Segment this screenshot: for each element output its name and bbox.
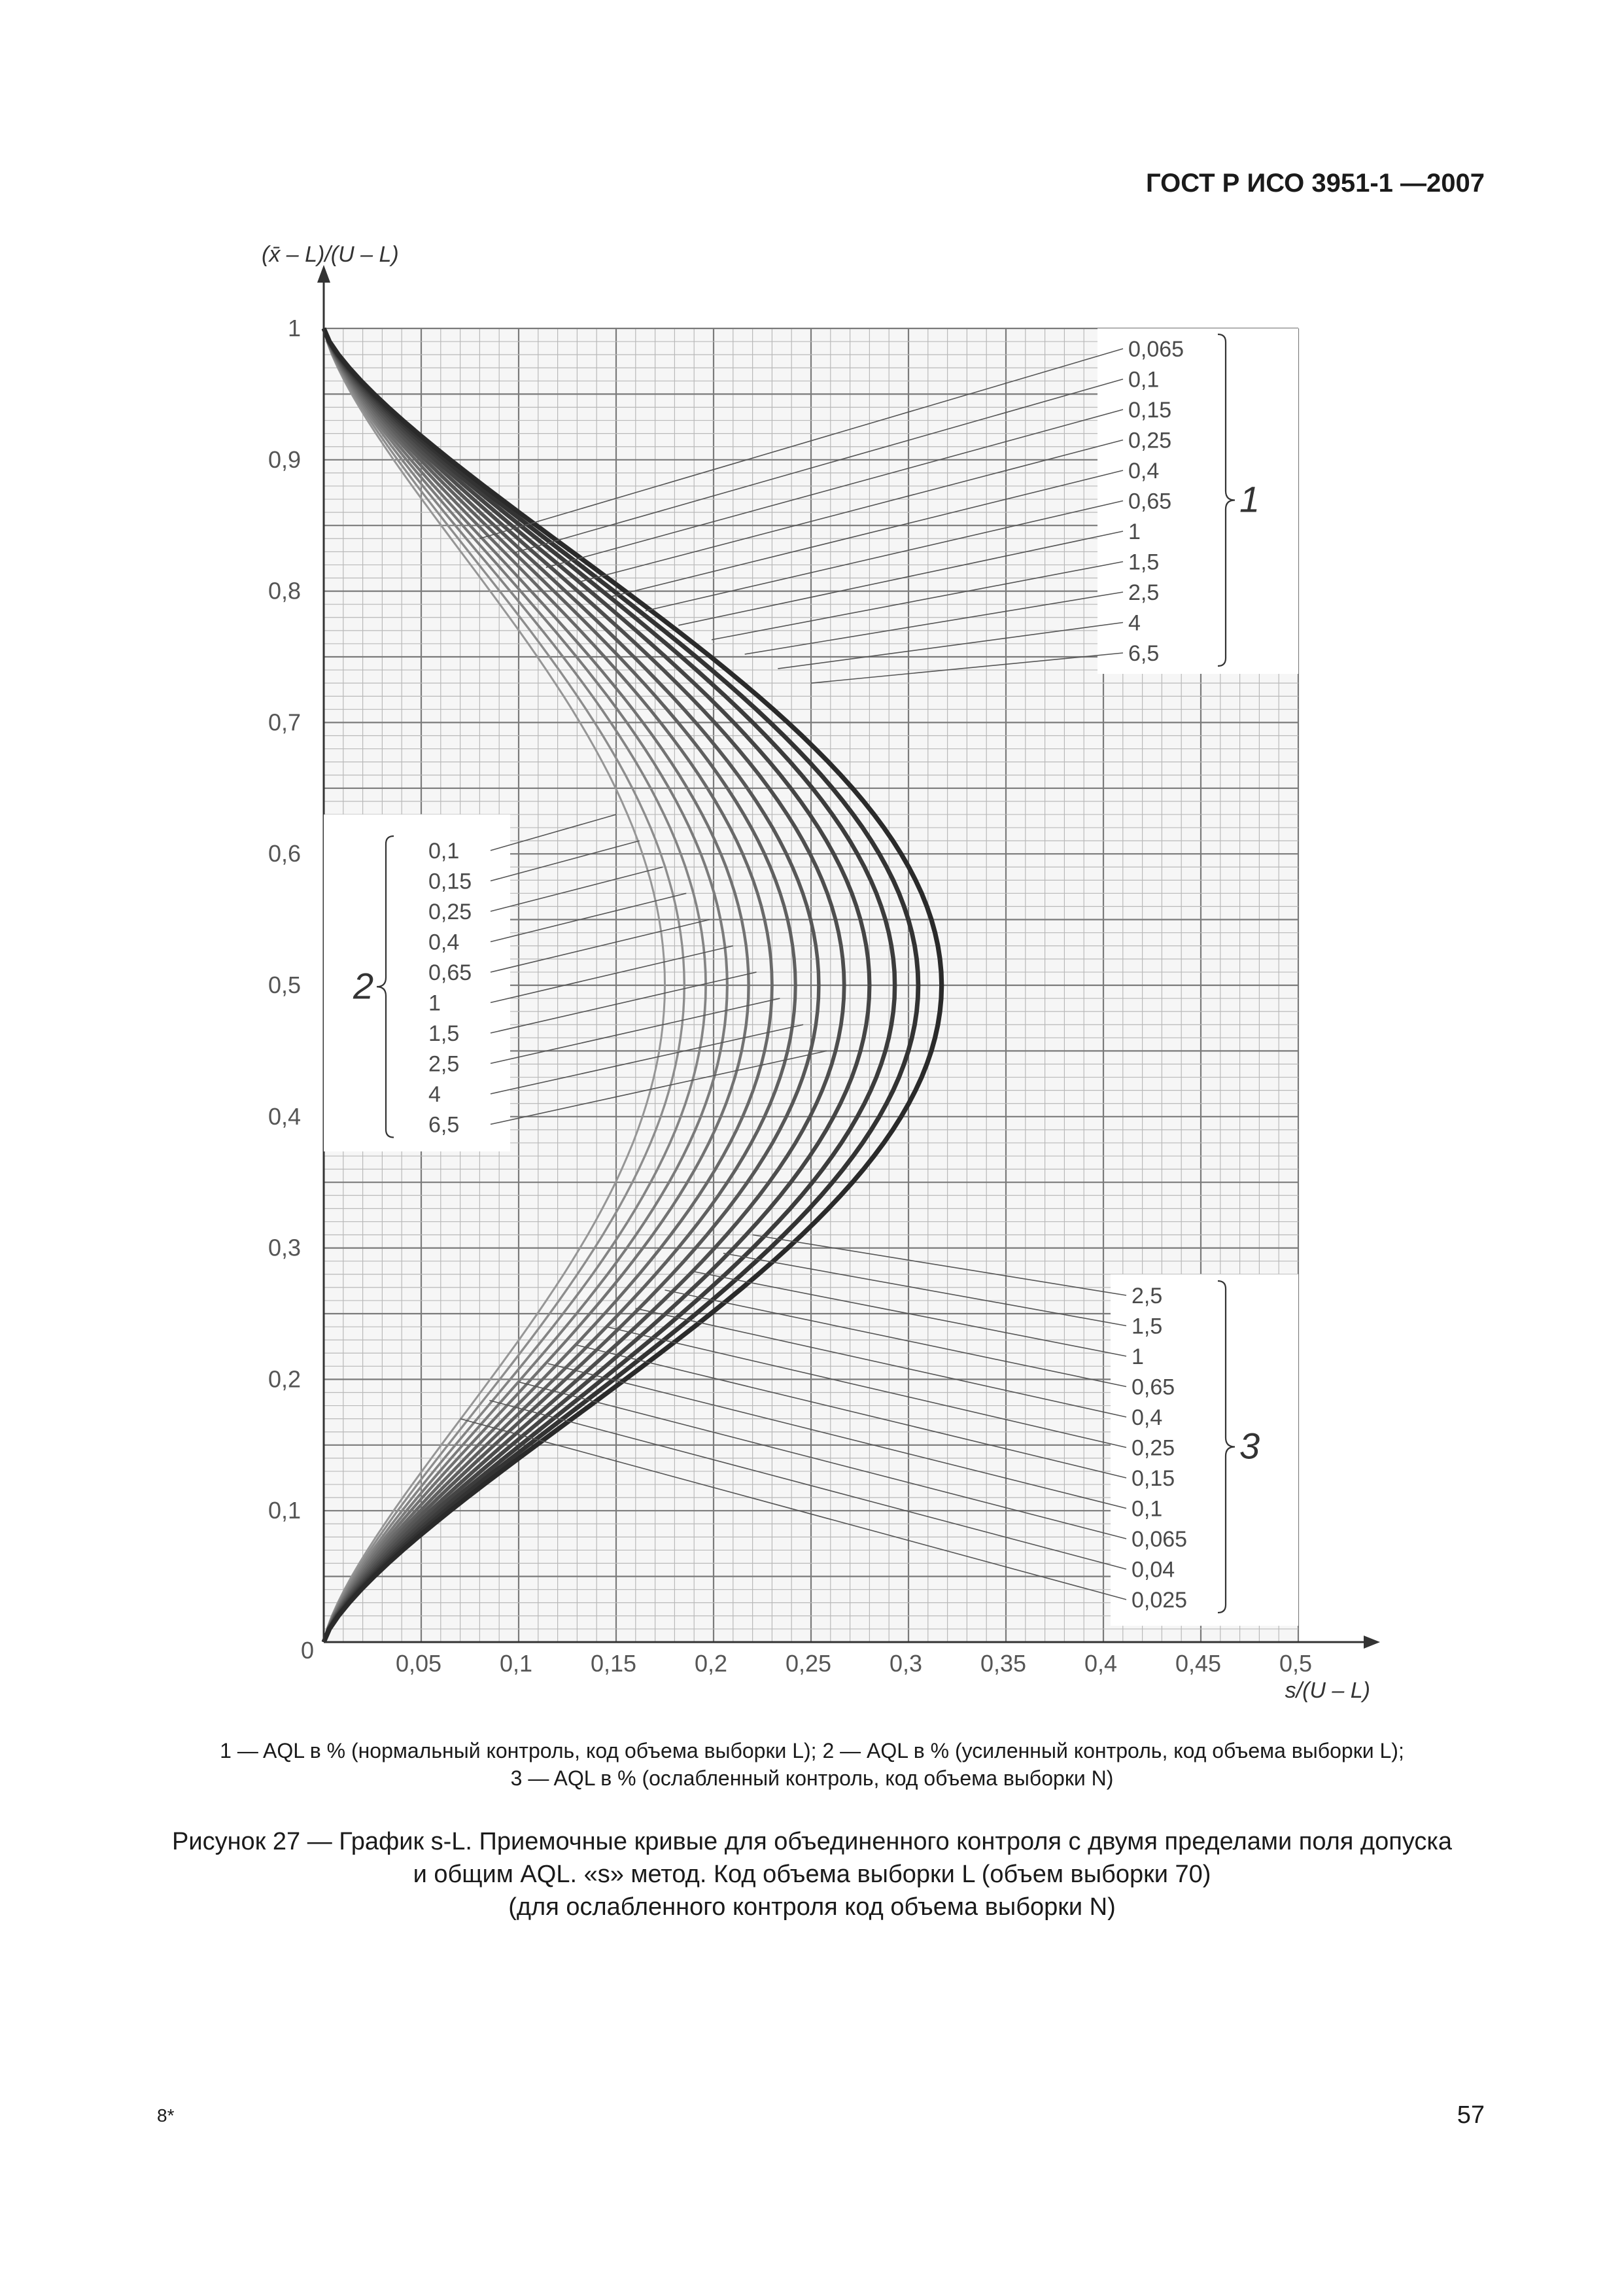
figure-caption <box>98 1825 1526 1923</box>
y-tick-label: 0,7 <box>268 709 301 736</box>
group-2-box <box>324 815 510 1151</box>
y-axis-arrow <box>317 265 330 283</box>
group-2-label: 0,15 <box>428 869 472 894</box>
group-3-label: 1 <box>1132 1344 1144 1369</box>
x-tick-label: 0,45 <box>1175 1650 1222 1677</box>
group-1-label: 1 <box>1128 519 1141 544</box>
legend-line-1: 1 — AQL в % (нормальный контроль, код объема выборки L); 2 — AQL в % (усиленный контроль, код объема выборки L); <box>220 1739 1404 1762</box>
group-3-label: 2,5 <box>1132 1284 1163 1308</box>
x-tick-label: 0,05 <box>395 1650 442 1677</box>
group-2-number: 2 <box>353 965 374 1007</box>
group-1-label: 0,15 <box>1128 398 1172 423</box>
group-2-label: 0,65 <box>428 960 472 985</box>
group-1-label: 6,5 <box>1128 641 1160 666</box>
group-2-label: 0,25 <box>428 900 472 924</box>
x-axis-arrow <box>1364 1636 1380 1649</box>
caption-line-3: (для ослабленного контроля код объема выборки N) <box>508 1893 1116 1921</box>
group-3-label: 0,4 <box>1132 1405 1163 1430</box>
group-2-label: 0,4 <box>428 930 460 955</box>
x-tick-label: 0,5 <box>1279 1650 1313 1677</box>
x-axis-title: s/(U – L) <box>1285 1678 1370 1703</box>
y-tick-label: 0,8 <box>268 577 301 604</box>
y-axis-title: (x̄ – L)/(U – L) <box>262 242 399 267</box>
y-tick-label: 0,6 <box>268 840 301 867</box>
standard-header: ГОСТ Р ИСО 3951-1 —2007 <box>1145 169 1485 198</box>
group-1-number: 1 <box>1239 478 1260 520</box>
x-tick-label: 0,1 <box>499 1650 533 1677</box>
x-tick-label: 0,15 <box>590 1650 637 1677</box>
group-3-label: 0,065 <box>1132 1527 1188 1552</box>
group-2-label: 2,5 <box>428 1051 460 1077</box>
group-3-label: 0,15 <box>1132 1466 1175 1491</box>
group-1-label: 2,5 <box>1128 580 1160 605</box>
group-3-label: 1,5 <box>1132 1314 1163 1339</box>
x-tick-label: 0,3 <box>889 1650 923 1677</box>
group-1-label: 0,1 <box>1128 367 1160 393</box>
caption-line-2: и общим AQL. «s» метод. Код объема выборки L (объем выборки 70) <box>413 1861 1211 1888</box>
group-2-label: 1,5 <box>428 1021 460 1046</box>
x-tick-label: 0,2 <box>694 1650 728 1677</box>
y-tick-label: 0,4 <box>268 1102 301 1130</box>
y-tick-label: 0,2 <box>268 1365 301 1393</box>
legend-line-2: 3 — AQL в % (ослабленный контроль, код объема выборки N) <box>510 1766 1114 1790</box>
figure-legend <box>98 1737 1526 1792</box>
y-tick-label: 0,1 <box>268 1497 301 1524</box>
group-3-label: 0,04 <box>1132 1557 1175 1583</box>
group-3-label: 0,65 <box>1132 1375 1175 1400</box>
page-number: 57 <box>1457 2101 1485 2129</box>
y-tick-label: 0,9 <box>268 446 301 473</box>
group-3-number: 3 <box>1239 1425 1260 1467</box>
group-1-label: 0,065 <box>1128 337 1184 362</box>
group-2-label: 0,1 <box>428 839 460 864</box>
y-tick-label: 1 <box>287 315 301 342</box>
group-1-label: 4 <box>1128 610 1141 636</box>
footer-mark: 8* <box>157 2105 175 2126</box>
group-2-label: 4 <box>428 1082 441 1107</box>
group-1-label: 1,5 <box>1128 550 1160 575</box>
group-1-label: 0,25 <box>1128 428 1172 453</box>
group-3-label: 0,25 <box>1132 1435 1175 1461</box>
group-2-label: 6,5 <box>428 1112 460 1138</box>
group-3-label: 0,1 <box>1132 1496 1163 1522</box>
group-2-label: 1 <box>428 990 441 1016</box>
group-1-label: 0,65 <box>1128 489 1172 514</box>
y-tick-label: 0,5 <box>268 972 301 998</box>
origin-label: 0 <box>300 1637 315 1664</box>
x-tick-label: 0,4 <box>1084 1650 1118 1677</box>
y-tick-label: 0,3 <box>268 1234 301 1261</box>
caption-line-1: Рисунок 27 — График s-L. Приемочные кривые для объединенного контроля с двумя пределами поля допуска <box>172 1828 1452 1855</box>
x-tick-label: 0,25 <box>785 1650 832 1677</box>
x-tick-label: 0,35 <box>980 1650 1027 1677</box>
group-3-label: 0,025 <box>1132 1588 1188 1613</box>
group-1-label: 0,4 <box>1128 459 1160 483</box>
